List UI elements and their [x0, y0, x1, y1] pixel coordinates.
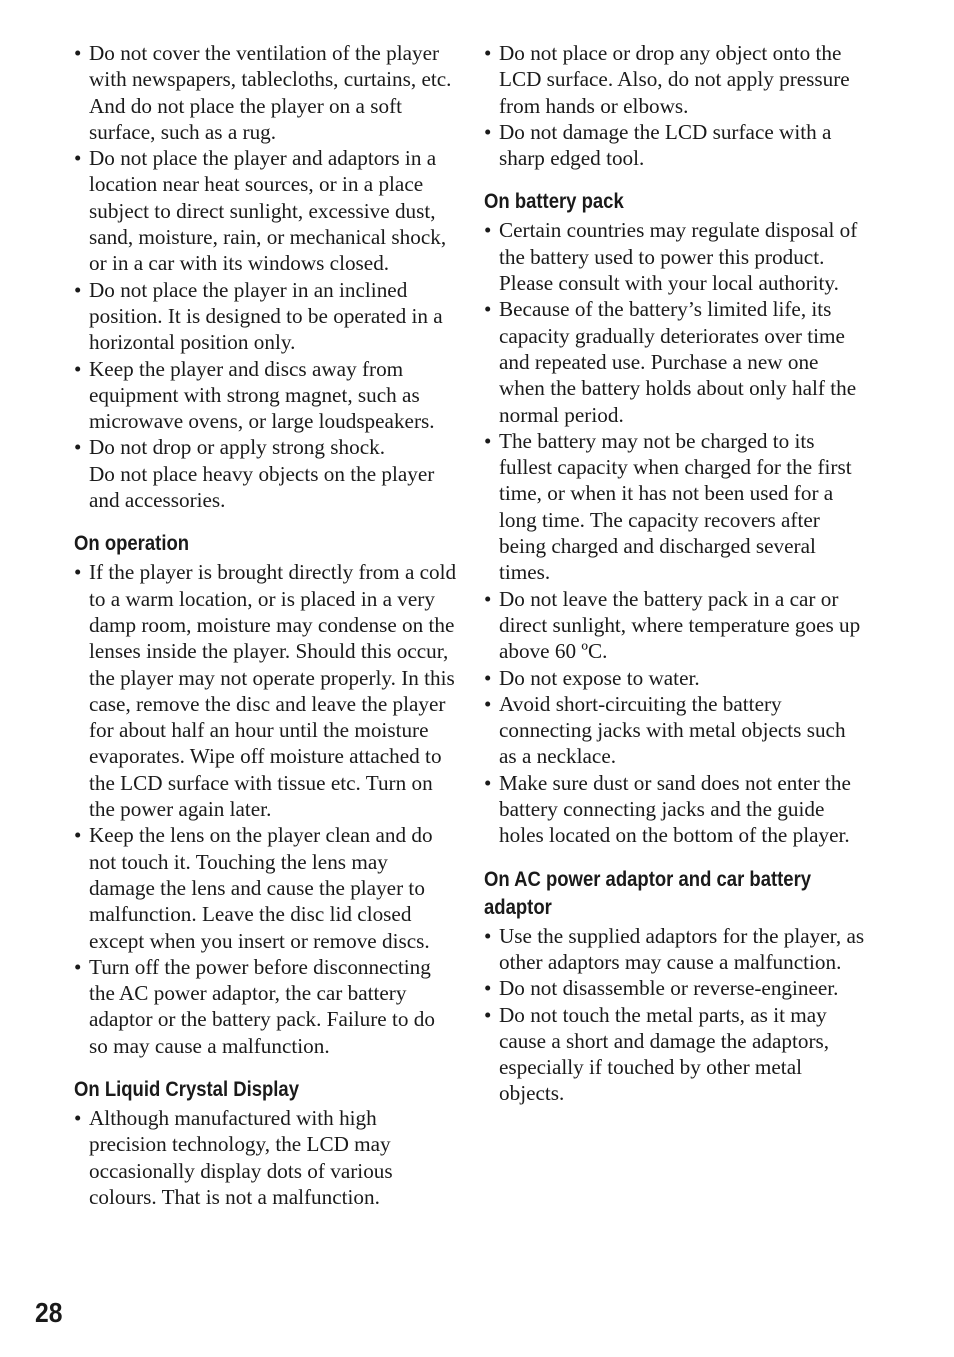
right-column	[484, 40, 868, 1107]
list-item-continuation: Do not place heavy objects on the player and accessories.	[89, 461, 435, 513]
page-number: 28	[35, 1297, 63, 1328]
section-heading-battery-pack: On battery pack	[484, 189, 624, 214]
list-item: • Certain countries may regulate disposal of the battery used to power this product. Please consult with your local authority.	[484, 217, 868, 296]
list-item: • Do not expose to water.	[484, 665, 868, 691]
list-item: • Keep the lens on the player clean and do not touch it. Touching the lens may damage the lens and cause the player to malfunction. Leave the disc lid closed except when you insert or remove discs.	[74, 822, 458, 953]
list-item: • Avoid short-circuiting the battery connecting jacks with metal objects such as a necklace.	[484, 691, 868, 770]
list-item: • The battery may not be charged to its fullest capacity when charged for the first time, or when it has not been used for a long time. The capacity recovers after being charged and discharged several times.	[484, 428, 868, 586]
list-item: • Although manufactured with high precision technology, the LCD may occasionally display dots of various colours. That is not a malfunction.	[74, 1105, 458, 1210]
list-item: • Do not place the player and adaptors in a location near heat sources, or in a place subject to direct sunlight, excessive dust, sand, moisture, rain, or mechanical shock, or in a car with its windows closed.	[74, 145, 458, 276]
section-heading-lcd: On Liquid Crystal Display	[74, 1076, 300, 1101]
list-item: • Turn off the power before disconnecting the AC power adaptor, the car battery adaptor or the battery pack. Failure to do so may cause a malfunction.	[74, 954, 458, 1059]
list-item: • Do not damage the LCD surface with a sharp edged tool.	[484, 119, 868, 172]
list-item: • Do not place the player in an inclined position. It is designed to be operated in a horizontal position only.	[74, 277, 458, 356]
list-item: • Do not leave the battery pack in a car or direct sunlight, where temperature goes up above 60 ºC.	[484, 586, 868, 665]
list-item: • Do not drop or apply strong shock.	[74, 434, 458, 460]
lcd-continued-bullet-list	[484, 40, 868, 171]
section-heading-adaptor: On AC power adaptor and car battery adaptor	[484, 866, 812, 919]
list-item: • If the player is brought directly from a cold to a warm location, or is placed in a very damp room, moisture may condense on the lenses inside the player. Should this occur, the player may not operate properly. In this case, remove the disc and leave the player for about half an hour until the moisture evaporates. Wipe off moisture attached to the LCD surface with tissue etc. Turn on the power again later.	[74, 559, 458, 822]
list-item: • Make sure dust or sand does not enter the battery connecting jacks and the guide holes located on the bottom of the player.	[484, 770, 868, 849]
list-item: • Do not place or drop any object onto the LCD surface. Also, do not apply pressure from hands or elbows.	[484, 40, 868, 119]
adaptor-bullet-list	[484, 923, 868, 1107]
list-item: • Do not disassemble or reverse-engineer.	[484, 975, 868, 1001]
list-item: • Keep the player and discs away from equipment with strong magnet, such as microwave ovens, or large loudspeakers.	[74, 356, 458, 435]
lcd-bullet-list	[74, 1105, 458, 1210]
battery-bullet-list	[484, 217, 868, 848]
list-item: • Because of the battery’s limited life, its capacity gradually deteriorates over time and repeated use. Purchase a new one when the battery holds about only half the normal period.	[484, 296, 868, 427]
operation-bullet-list	[74, 559, 458, 1059]
section-heading-operation: On operation	[74, 531, 190, 556]
intro-bullet-list	[74, 40, 458, 513]
list-item: • Do not touch the metal parts, as it may cause a short and damage the adaptors, especially if touched by other metal objects.	[484, 1002, 868, 1107]
left-column	[74, 40, 458, 1210]
list-item: • Use the supplied adaptors for the player, as other adaptors may cause a malfunction.	[484, 923, 868, 976]
list-item: • Do not cover the ventilation of the player with newspapers, tablecloths, curtains, etc. And do not place the player on a soft surface, such as a rug.	[74, 40, 458, 145]
